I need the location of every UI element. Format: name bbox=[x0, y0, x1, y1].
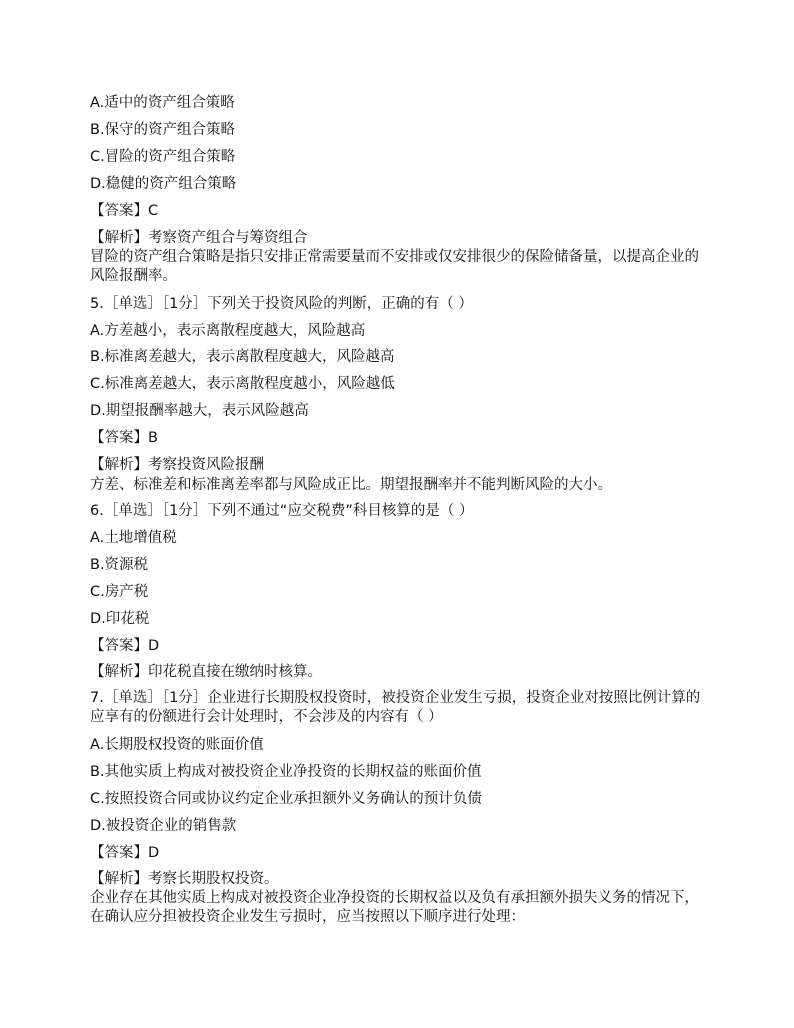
q7-analysis-title: 【解析】考察长期股权投资。 bbox=[90, 871, 279, 887]
q7-option-d: D.被投资企业的销售款 bbox=[90, 818, 237, 834]
q4-analysis-text: 冒险的资产组合策略是指只安排正常需要量而不安排或仅安排很少的保险储备量，以提高企业的风险报酬率。 bbox=[90, 249, 699, 284]
q4-option-d: D.稳健的资产组合策略 bbox=[90, 176, 237, 192]
q4-option-b: B.保守的资产组合策略 bbox=[90, 122, 236, 138]
q6-option-d: D.印花税 bbox=[90, 611, 150, 627]
q6-analysis-title: 【解析】印花税直接在缴纳时核算。 bbox=[90, 664, 322, 680]
q5-analysis-title: 【解析】考察投资风险报酬 bbox=[90, 457, 264, 473]
q5-option-a: A.方差越小，表示离散程度越大，风险越高 bbox=[90, 323, 366, 339]
q4-analysis-title: 【解析】考察资产组合与筹资组合 bbox=[90, 230, 308, 246]
q5-option-d: D.期望报酬率越大，表示风险越高 bbox=[90, 403, 309, 419]
q6-option-a: A.土地增值税 bbox=[90, 530, 177, 546]
q4-option-c: C.冒险的资产组合策略 bbox=[90, 149, 236, 165]
q5-analysis-text: 方差、标准差和标准离差率都与风险成正比。期望报酬率并不能判断风险的大小。 bbox=[90, 477, 612, 493]
q6-question: 6.［单选］［1分］下列不通过“应交税费”科目核算的是（ ） bbox=[90, 503, 474, 519]
q6-answer: 【答案】D bbox=[90, 638, 160, 654]
q7-analysis-text: 企业存在其他实质上构成对被投资企业净投资的长期权益以及负有承担额外损失义务的情况下，在确认应分担被投资企业发生亏损时，应当按照以下顺序进行处理： bbox=[90, 890, 699, 925]
q4-option-a: A.适中的资产组合策略 bbox=[90, 95, 235, 111]
q5-question: 5.［单选］［1分］下列关于投资风险的判断，正确的有（ ） bbox=[90, 296, 473, 312]
q6-option-b: B.资源税 bbox=[90, 557, 149, 573]
q4-answer: 【答案】C bbox=[90, 203, 159, 219]
q5-option-b: B.标准离差越大，表示离散程度越大，风险越高 bbox=[90, 349, 395, 365]
q5-answer: 【答案】B bbox=[90, 430, 158, 446]
q7-answer: 【答案】D bbox=[90, 845, 160, 861]
q6-option-c: C.房产税 bbox=[90, 584, 149, 600]
q7-question: 7.［单选］［1分］企业进行长期股权投资时，被投资企业发生亏损，投资企业对按照比例计算的应享有的份额进行会计处理时，不会涉及的内容有（ ） bbox=[90, 690, 701, 725]
q7-option-b: B.其他实质上构成对被投资企业净投资的长期权益的账面价值 bbox=[90, 764, 482, 780]
q5-option-c: C.标准离差越大，表示离散程度越小，风险越低 bbox=[90, 376, 395, 392]
q7-option-a: A.长期股权投资的账面价值 bbox=[90, 737, 264, 753]
q7-option-c: C.按照投资合同或协议约定企业承担额外义务确认的预计负债 bbox=[90, 791, 482, 807]
